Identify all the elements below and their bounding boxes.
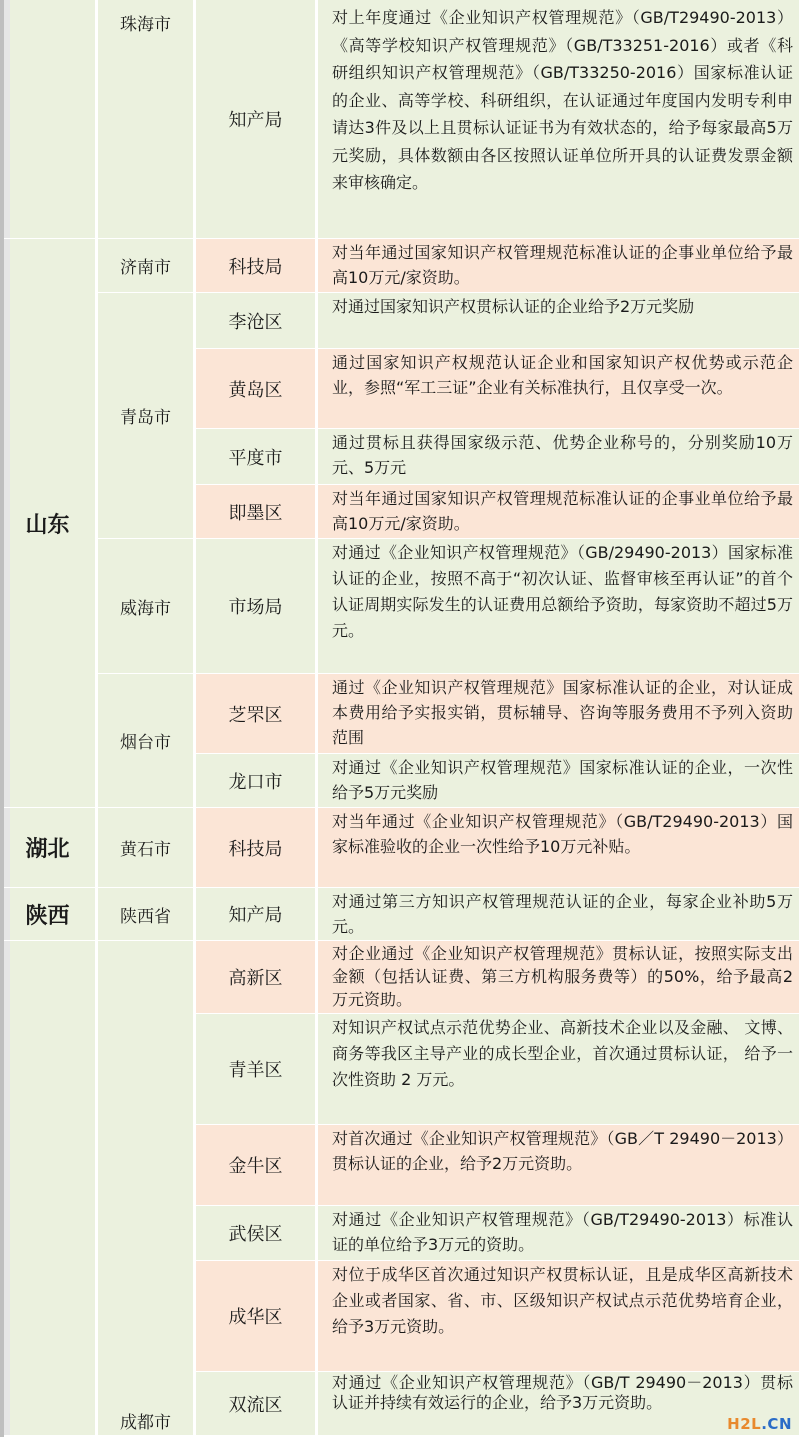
province-cell-shandong: 山东 [0,239,98,808]
city-cell-qingdao: 青岛市 [98,293,196,539]
policy-description: 通过国家知识产权规范认证企业和国家知识产权优势或示范企业，参照“军工三证”企业有关标准执行，且仅享受一次。 [318,349,800,429]
dept-cell: 成华区 [196,1261,318,1372]
dept-cell: 高新区 [196,941,318,1014]
province-cell-shaanxi: 陕西 [0,888,98,941]
policy-description: 对知识产权试点示范优势企业、高新技术企业以及金融、 文博、商务等我区主导产业的成长型企业，首次通过贯标认证， 给予一次性资助 2 万元。 [318,1014,800,1125]
policy-description: 对首次通过《企业知识产权管理规范》（GB／T 29490－2013）贯标认证的企业，给予2万元资助。 [318,1125,800,1206]
policy-description: 对当年通过国家知识产权管理规范标准认证的企事业单位给予最高10万元/家资助。 [318,239,800,293]
policy-description: 对当年通过国家知识产权管理规范标准认证的企事业单位给予最高10万元/家资助。 [318,485,800,539]
dept-cell: 平度市 [196,429,318,485]
city-cell-huangshi: 黄石市 [98,808,196,888]
dept-cell: 青羊区 [196,1014,318,1125]
dept-cell: 市场局 [196,539,318,674]
city-cell-jinan: 济南市 [98,239,196,293]
policy-description: 对通过《企业知识产权管理规范》国家标准认证的企业，一次性给予5万元奖励 [318,754,800,808]
policy-description: 对当年通过《企业知识产权管理规范》（GB/T29490-2013）国家标准验收的企业一次性给予10万元补贴。 [318,808,800,888]
policy-description: 对通过第三方知识产权管理规范认证的企业，每家企业补助5万元。 [318,888,800,941]
dept-cell: 黄岛区 [196,349,318,429]
policy-description: 对上年度通过《企业知识产权管理规范》（GB/T29490-2013）《高等学校知识产权管理规范》（GB/T33251-2016）或者《科研组织知识产权管理规范》（GB/T33250-2016）国家标准认证的企业、高等学校、科研组织，在认证通过年度国内发明专利申请达3件及以上且贯标认证证书为有效状态的，给予每家最高5万元奖励，具体数额由各区按照认证单位所开具的认证费发票金额来审核确定。 [318,0,800,239]
city-cell-yantai: 烟台市 [98,674,196,808]
policy-description: 对通过国家知识产权贯标认证的企业给予2万元奖励 [318,293,800,349]
dept-cell: 武侯区 [196,1206,318,1261]
policy-description: 对位于成华区首次通过知识产权贯标认证，且是成华区高新技术企业或者国家、省、市、区级知识产权试点示范优势培育企业，给予3万元资助。 [318,1261,800,1372]
city-cell-chengdu: 成都市 [98,941,196,1436]
watermark-part2: .CN [761,1415,792,1433]
dept-cell: 金牛区 [196,1125,318,1206]
watermark-part1: H2L [727,1415,762,1433]
province-cell-blank-top [0,0,98,239]
policy-description: 对通过《企业知识产权管理规范》（GB/T29490-2013）标准认证的单位给予3万元的资助。 [318,1206,800,1261]
dept-cell: 知产局 [196,0,318,239]
site-watermark-logo [727,1415,792,1433]
dept-cell: 李沧区 [196,293,318,349]
policy-description: 对企业通过《企业知识产权管理规范》贯标认证，按照实际支出金额（包括认证费、第三方机构服务费等）的50%，给予最高2万元资助。 [318,941,800,1014]
dept-cell: 双流区 [196,1372,318,1436]
policy-description: 通过《企业知识产权管理规范》国家标准认证的企业，对认证成本费用给予实报实销，贯标辅导、咨询等服务费用不予列入资助范围 [318,674,800,754]
policy-description: 通过贯标且获得国家级示范、优势企业称号的，分别奖励10万元、5万元 [318,429,800,485]
city-cell-shaanxi: 陕西省 [98,888,196,941]
dept-cell: 龙口市 [196,754,318,808]
policy-description: 对通过《企业知识产权管理规范》（GB/29490-2013）国家标准认证的企业，按照不高于“初次认证、监督审核至再认证”的首个认证周期实际发生的认证费用总额给予资助，每家资助不超过5万元。 [318,539,800,674]
dept-cell: 即墨区 [196,485,318,539]
city-cell-zhuhai: 珠海市 [98,0,196,239]
left-edge-bar [0,0,4,1437]
dept-cell: 科技局 [196,239,318,293]
province-cell-hubei: 湖北 [0,808,98,888]
dept-cell: 知产局 [196,888,318,941]
policy-description: 对通过《企业知识产权管理规范》（GB/T 29490－2013）贯标认证并持续有效运行的企业，给予3万元资助。 [318,1372,800,1436]
province-cell-blank-bottom [0,941,98,1436]
dept-cell: 芝罘区 [196,674,318,754]
dept-cell: 科技局 [196,808,318,888]
city-cell-weihai: 威海市 [98,539,196,674]
